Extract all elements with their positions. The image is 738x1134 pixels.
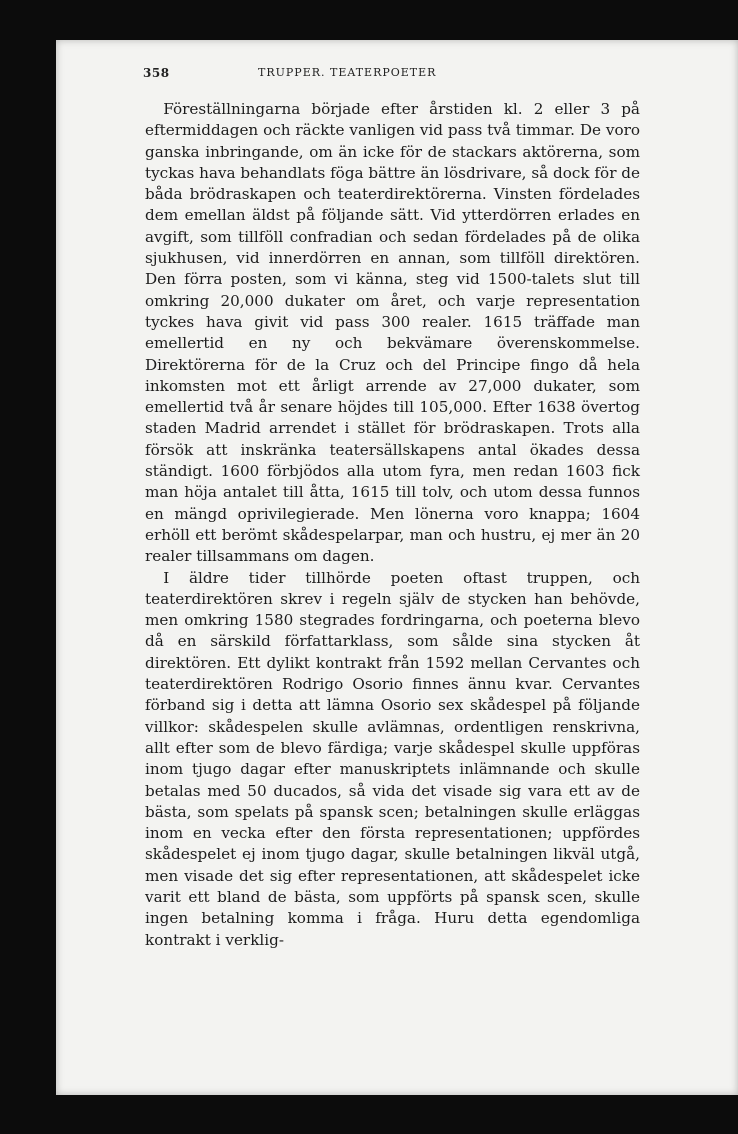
paragraph: Föreställningarna började efter årstiden kl. 2 eller 3 på eftermiddagen och räckte vanligen vid pass två timmar. De voro ganska inbringande, om än icke för de stackars aktörerna, som tyckas hava behandlats föga bättre än lösdrivare, så dock för de båda brödraskapen och teaterdirektörerna. Vinsten fördelades dem emellan äldst på följande sätt. Vid ytterdörren erlades en avgift, som tillföll confradian och sedan fördelades på de olika sjukhusen, vid innerdörren en annan, som tillföll direktören. Den förra posten, som vi känna, steg vid 1500-talets slut till omkring 20,000 dukater om året, och varje representation tyckes hava givit vid pass 300 realer. 1615 träffade man emellertid en ny och bekvämare överenskommelse. Direktörerna för de la Cruz och del Principe fingo då hela inkomsten mot ett årligt arrende av 27,000 dukater, som emellertid två år senare höjdes till 105,000. Efter 1638 övertog staden Madrid arrendet i stället för brödraskapen. Trots alla försök att inskränka teatersällskapens antal ökades dessa ständigt. 1600 förbjödos alla utom fyra, men redan 1603 fick man höja antalet till åtta, 1615 till tolv, och utom dessa funnos en mängd oprivilegierade. Men lönerna voro knappa; 1604 erhöll ett berömt skådespelarpar, man och hustru, ej mer än 20 realer tillsammans om dagen. [145, 100, 640, 566]
page-number: 358 [143, 66, 170, 80]
paragraph: I äldre tider tillhörde poeten oftast truppen, och teaterdirektören skrev i regeln själv de stycken han behövde, men omkring 1580 stegrades fordringarna, och poeterna blevo då en särskild författarklass, som sålde sina stycken åt direktören. Ett dylikt kontrakt från 1592 mellan Cervantes och teaterdirektören Rodrigo Osorio finnes ännu kvar. Cervantes förband sig i detta att lämna Osorio sex skådespel på följande villkor: skådespelen skulle avlämnas, ordentligen renskrivna, allt efter som de blevo färdiga; varje skådespel skulle uppföras inom tjugo dagar efter manuskriptets inlämnande och skulle betalas med 50 ducados, så vida det visade sig vara ett av de bästa, som spelats på spansk scen; betalningen skulle erläggas inom en vecka efter den första representationen; uppfördes skådespelet ej inom tjugo dagar, skulle betalningen likväl utgå, men visade det sig efter representationen, att skådespelet icke varit ett bland de bästa, som uppförts på spansk scen, skulle ingen betalning komma i fråga. Huru detta egendomliga kontrakt i verklig- [145, 568, 640, 949]
running-head: TRUPPER. TEATERPOETER [258, 66, 437, 79]
page-header [143, 66, 543, 86]
body-text [145, 99, 640, 951]
scan-border [0, 1095, 738, 1134]
